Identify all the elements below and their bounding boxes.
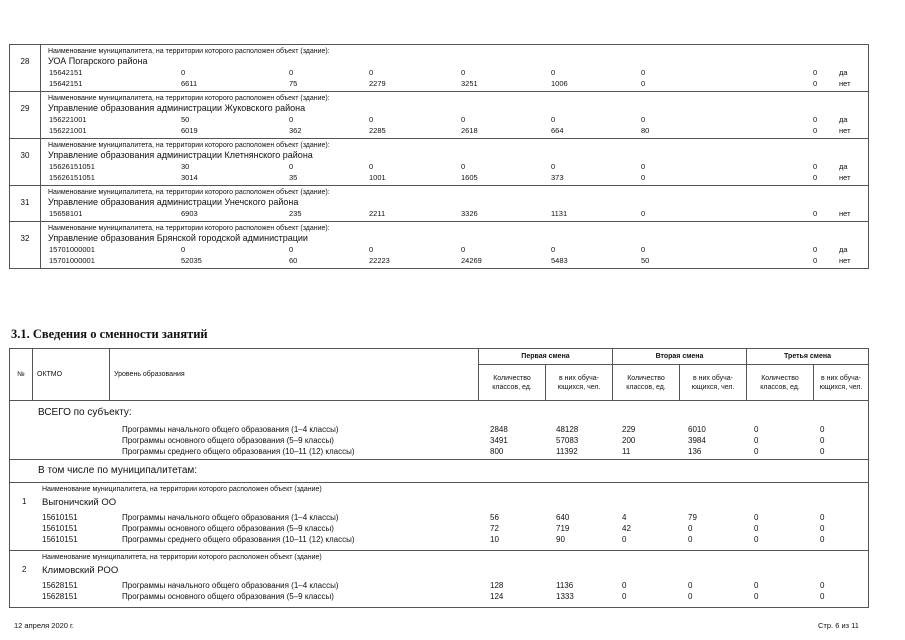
cell: 0 <box>289 68 294 77</box>
municipality-block <box>10 186 869 222</box>
cell: 0 <box>820 513 825 522</box>
cell: 373 <box>551 173 564 182</box>
cell: 0 <box>289 115 294 124</box>
cell: нет <box>839 209 851 218</box>
cell: 0 <box>813 162 818 171</box>
block-content <box>41 45 869 92</box>
municipality-name: Управление образования Брянской городской администрации <box>48 233 308 243</box>
block-header: Наименование муниципалитета, на территории которого расположен объект (здание): <box>48 225 330 232</box>
total-label: ВСЕГО по субъекту: <box>38 407 132 418</box>
municipality-block <box>10 45 869 92</box>
cell: 0 <box>181 68 186 77</box>
oktmo: 15610151 <box>42 524 78 533</box>
cell: нет <box>839 126 851 135</box>
shift2-header: Вторая смена <box>613 349 747 365</box>
oktmo: 15610151 <box>42 513 78 522</box>
cell: 0 <box>754 581 759 590</box>
oktmo: 15628151 <box>42 592 78 601</box>
cell: 6903 <box>181 209 198 218</box>
cell: 0 <box>813 245 818 254</box>
cell: 2211 <box>369 209 386 218</box>
oktmo: 15628151 <box>42 581 78 590</box>
municipality-shift-block <box>10 483 869 551</box>
cell: нет <box>839 173 851 182</box>
cell: 15642151 <box>49 68 83 77</box>
cell: 35 <box>289 173 298 182</box>
col-num-header: № <box>10 349 33 401</box>
cell: 5483 <box>551 256 568 265</box>
cell: 0 <box>688 535 693 544</box>
cell: 0 <box>369 68 374 77</box>
level-label: Программы начального общего образования (1–4 классы) <box>122 425 339 434</box>
cell: 2618 <box>461 126 478 135</box>
cell: 0 <box>688 592 693 601</box>
cell: 79 <box>688 513 697 522</box>
cell: 0 <box>820 425 825 434</box>
data-row <box>10 534 868 545</box>
cell: 2285 <box>369 126 386 135</box>
municipality-name: УОА Погарского района <box>48 56 148 66</box>
cell: 3014 <box>181 173 198 182</box>
block-header: Наименование муниципалитета, на территории которого расположен объект (здание): <box>48 95 330 102</box>
oktmo: 15610151 <box>42 535 78 544</box>
cell: 0 <box>641 245 646 254</box>
municipality-table <box>9 44 869 269</box>
block-content <box>41 186 869 222</box>
cell: да <box>839 115 848 124</box>
data-row <box>10 512 868 523</box>
cell: да <box>839 245 848 254</box>
cell: 0 <box>289 245 294 254</box>
total-section <box>10 401 869 460</box>
cell: 0 <box>688 524 693 533</box>
level-label: Программы начального общего образования (1–4 классы) <box>122 581 339 590</box>
data-row <box>10 523 868 534</box>
level-label: Программы среднего общего образования (10–11 (12) классы) <box>122 447 355 456</box>
cell: 128 <box>490 581 504 590</box>
cell: 0 <box>622 535 627 544</box>
cell: 0 <box>820 592 825 601</box>
cell: 1131 <box>551 209 568 218</box>
block-header: Наименование муниципалитета, на территории которого расположен объект (здание): <box>48 142 330 149</box>
cell: 0 <box>461 245 466 254</box>
cell: 15626151051 <box>49 173 95 182</box>
cell: 0 <box>754 535 759 544</box>
cell: 1136 <box>556 581 574 590</box>
block-header: Наименование муниципалитета, на территории которого расположен объект (здание) <box>42 554 322 561</box>
cell: 0 <box>641 79 646 88</box>
cell: 15658101 <box>49 209 83 218</box>
cell: 0 <box>641 162 646 171</box>
municipality-shift-block <box>10 551 869 608</box>
cell: 0 <box>820 436 825 445</box>
data-row <box>41 244 868 255</box>
block-number: 30 <box>10 139 41 186</box>
municipality-name: Выгоничский ОО <box>42 497 117 508</box>
cell: 0 <box>369 115 374 124</box>
cell: 362 <box>289 126 302 135</box>
cell: 136 <box>688 447 702 456</box>
level-label: Программы основного общего образования (5–9 классы) <box>122 592 334 601</box>
block-number: 32 <box>10 222 41 269</box>
cell: 72 <box>490 524 499 533</box>
col-oktmo-header: ОКТМО <box>33 349 110 401</box>
cell: 57083 <box>556 436 579 445</box>
cell: 0 <box>754 436 759 445</box>
cell: 0 <box>754 592 759 601</box>
cell: 3251 <box>461 79 478 88</box>
cell: 22223 <box>369 256 390 265</box>
cell: 3984 <box>688 436 706 445</box>
block-number: 31 <box>10 186 41 222</box>
cell: 664 <box>551 126 564 135</box>
cell: 0 <box>461 162 466 171</box>
cell: 6010 <box>688 425 706 434</box>
cell: 15642151 <box>49 79 83 88</box>
block-header: Наименование муниципалитета, на территории которого расположен объект (здание): <box>48 48 330 55</box>
level-label: Программы основного общего образования (5–9 классы) <box>122 524 334 533</box>
cell: 0 <box>369 162 374 171</box>
cell: 11 <box>622 447 631 456</box>
municipality-block <box>10 222 869 269</box>
cell: 80 <box>641 126 650 135</box>
cell: 6019 <box>181 126 198 135</box>
footer-page: Стр. 6 из 11 <box>818 621 859 630</box>
shift2-students-header: в них обуча- ющихся, чел. <box>680 365 747 401</box>
cell: 1605 <box>461 173 478 182</box>
section-title: 3.1. Сведения о сменности занятий <box>11 327 208 341</box>
data-row <box>41 78 868 89</box>
cell: 2848 <box>490 425 508 434</box>
block-header: Наименование муниципалитета, на территории которого расположен объект (здание) <box>42 486 322 493</box>
footer-date: 12 апреля 2020 г. <box>14 621 74 630</box>
data-row <box>10 580 868 591</box>
cell: да <box>839 68 848 77</box>
cell: нет <box>839 79 851 88</box>
cell: 156221001 <box>49 126 87 135</box>
cell: 0 <box>641 115 646 124</box>
municipality-block <box>10 92 869 139</box>
cell: 0 <box>754 524 759 533</box>
shift3-classes-header: Количество классов, ед. <box>747 365 814 401</box>
cell: да <box>839 162 848 171</box>
cell: 60 <box>289 256 298 265</box>
shift2-classes-header: Количество классов, ед. <box>613 365 680 401</box>
data-row <box>41 208 868 219</box>
level-label: Программы основного общего образования (5–9 классы) <box>122 436 334 445</box>
cell: 48128 <box>556 425 579 434</box>
cell: 0 <box>461 115 466 124</box>
cell: 229 <box>622 425 636 434</box>
data-row <box>41 125 868 136</box>
total-row <box>10 446 868 457</box>
shift3-students-header: в них обуча- ющихся, чел. <box>814 365 869 401</box>
cell: 15701000001 <box>49 256 95 265</box>
cell: 0 <box>622 581 627 590</box>
cell: 15626151051 <box>49 162 95 171</box>
cell: 15701000001 <box>49 245 95 254</box>
cell: 0 <box>813 209 818 218</box>
cell: 0 <box>820 535 825 544</box>
cell: нет <box>839 256 851 265</box>
total-row <box>10 435 868 446</box>
block-number: 1 <box>22 497 27 506</box>
cell: 0 <box>181 245 186 254</box>
cell: 0 <box>551 245 556 254</box>
cell: 0 <box>813 126 818 135</box>
data-row <box>41 172 868 183</box>
cell: 0 <box>641 209 646 218</box>
block-content <box>41 139 869 186</box>
block-content <box>41 222 869 269</box>
total-row <box>10 424 868 435</box>
cell: 1001 <box>369 173 386 182</box>
cell: 0 <box>461 68 466 77</box>
block-number: 2 <box>22 565 27 574</box>
cell: 0 <box>813 173 818 182</box>
data-row <box>41 114 868 125</box>
cell: 0 <box>551 115 556 124</box>
shift1-header: Первая смена <box>479 349 613 365</box>
data-row <box>10 591 868 602</box>
cell: 0 <box>688 581 693 590</box>
cell: 3491 <box>490 436 508 445</box>
block-number: 29 <box>10 92 41 139</box>
cell: 0 <box>369 245 374 254</box>
cell: 0 <box>551 68 556 77</box>
cell: 42 <box>622 524 631 533</box>
cell: 200 <box>622 436 636 445</box>
municipality-name: Управление образования администрации Клетнянского района <box>48 150 313 160</box>
cell: 0 <box>813 68 818 77</box>
cell: 50 <box>181 115 190 124</box>
shift3-header: Третья смена <box>747 349 869 365</box>
cell: 1006 <box>551 79 568 88</box>
cell: 10 <box>490 535 499 544</box>
cell: 4 <box>622 513 627 522</box>
shift1-classes-header: Количество классов, ед. <box>479 365 546 401</box>
cell: 3326 <box>461 209 478 218</box>
cell: 0 <box>820 447 825 456</box>
municipality-block <box>10 139 869 186</box>
by-municipality-label: В том числе по муниципалитетам: <box>38 465 198 476</box>
cell: 0 <box>641 68 646 77</box>
cell: 0 <box>622 592 627 601</box>
cell: 75 <box>289 79 298 88</box>
cell: 0 <box>813 79 818 88</box>
cell: 24269 <box>461 256 482 265</box>
cell: 0 <box>289 162 294 171</box>
block-number: 28 <box>10 45 41 92</box>
cell: 6611 <box>181 79 198 88</box>
cell: 0 <box>551 162 556 171</box>
cell: 0 <box>641 173 646 182</box>
cell: 235 <box>289 209 302 218</box>
cell: 719 <box>556 524 570 533</box>
cell: 56 <box>490 513 499 522</box>
cell: 1333 <box>556 592 574 601</box>
cell: 2279 <box>369 79 386 88</box>
data-row <box>41 161 868 172</box>
cell: 0 <box>813 115 818 124</box>
cell: 30 <box>181 162 190 171</box>
cell: 640 <box>556 513 570 522</box>
block-header: Наименование муниципалитета, на территории которого расположен объект (здание): <box>48 189 330 196</box>
cell: 52035 <box>181 256 202 265</box>
cell: 0 <box>754 447 759 456</box>
level-label: Программы среднего общего образования (10–11 (12) классы) <box>122 535 355 544</box>
cell: 11392 <box>556 447 578 456</box>
block-content <box>41 92 869 139</box>
cell: 0 <box>754 425 759 434</box>
cell: 124 <box>490 592 504 601</box>
level-label: Программы начального общего образования (1–4 классы) <box>122 513 339 522</box>
cell: 50 <box>641 256 650 265</box>
municipality-name: Управление образования администрации Жуковского района <box>48 103 306 113</box>
shift1-students-header: в них обуча- ющихся, чел. <box>546 365 613 401</box>
cell: 0 <box>813 256 818 265</box>
cell: 0 <box>820 581 825 590</box>
cell: 0 <box>820 524 825 533</box>
col-level-header: Уровень образования <box>110 349 479 401</box>
municipality-name: Управление образования администрации Унечского района <box>48 197 299 207</box>
municipality-name: Климовский РОО <box>42 565 119 576</box>
data-row <box>41 255 868 266</box>
data-row <box>41 67 868 78</box>
cell: 0 <box>754 513 759 522</box>
shift-table <box>9 348 869 608</box>
cell: 90 <box>556 535 565 544</box>
cell: 156221001 <box>49 115 87 124</box>
cell: 800 <box>490 447 504 456</box>
